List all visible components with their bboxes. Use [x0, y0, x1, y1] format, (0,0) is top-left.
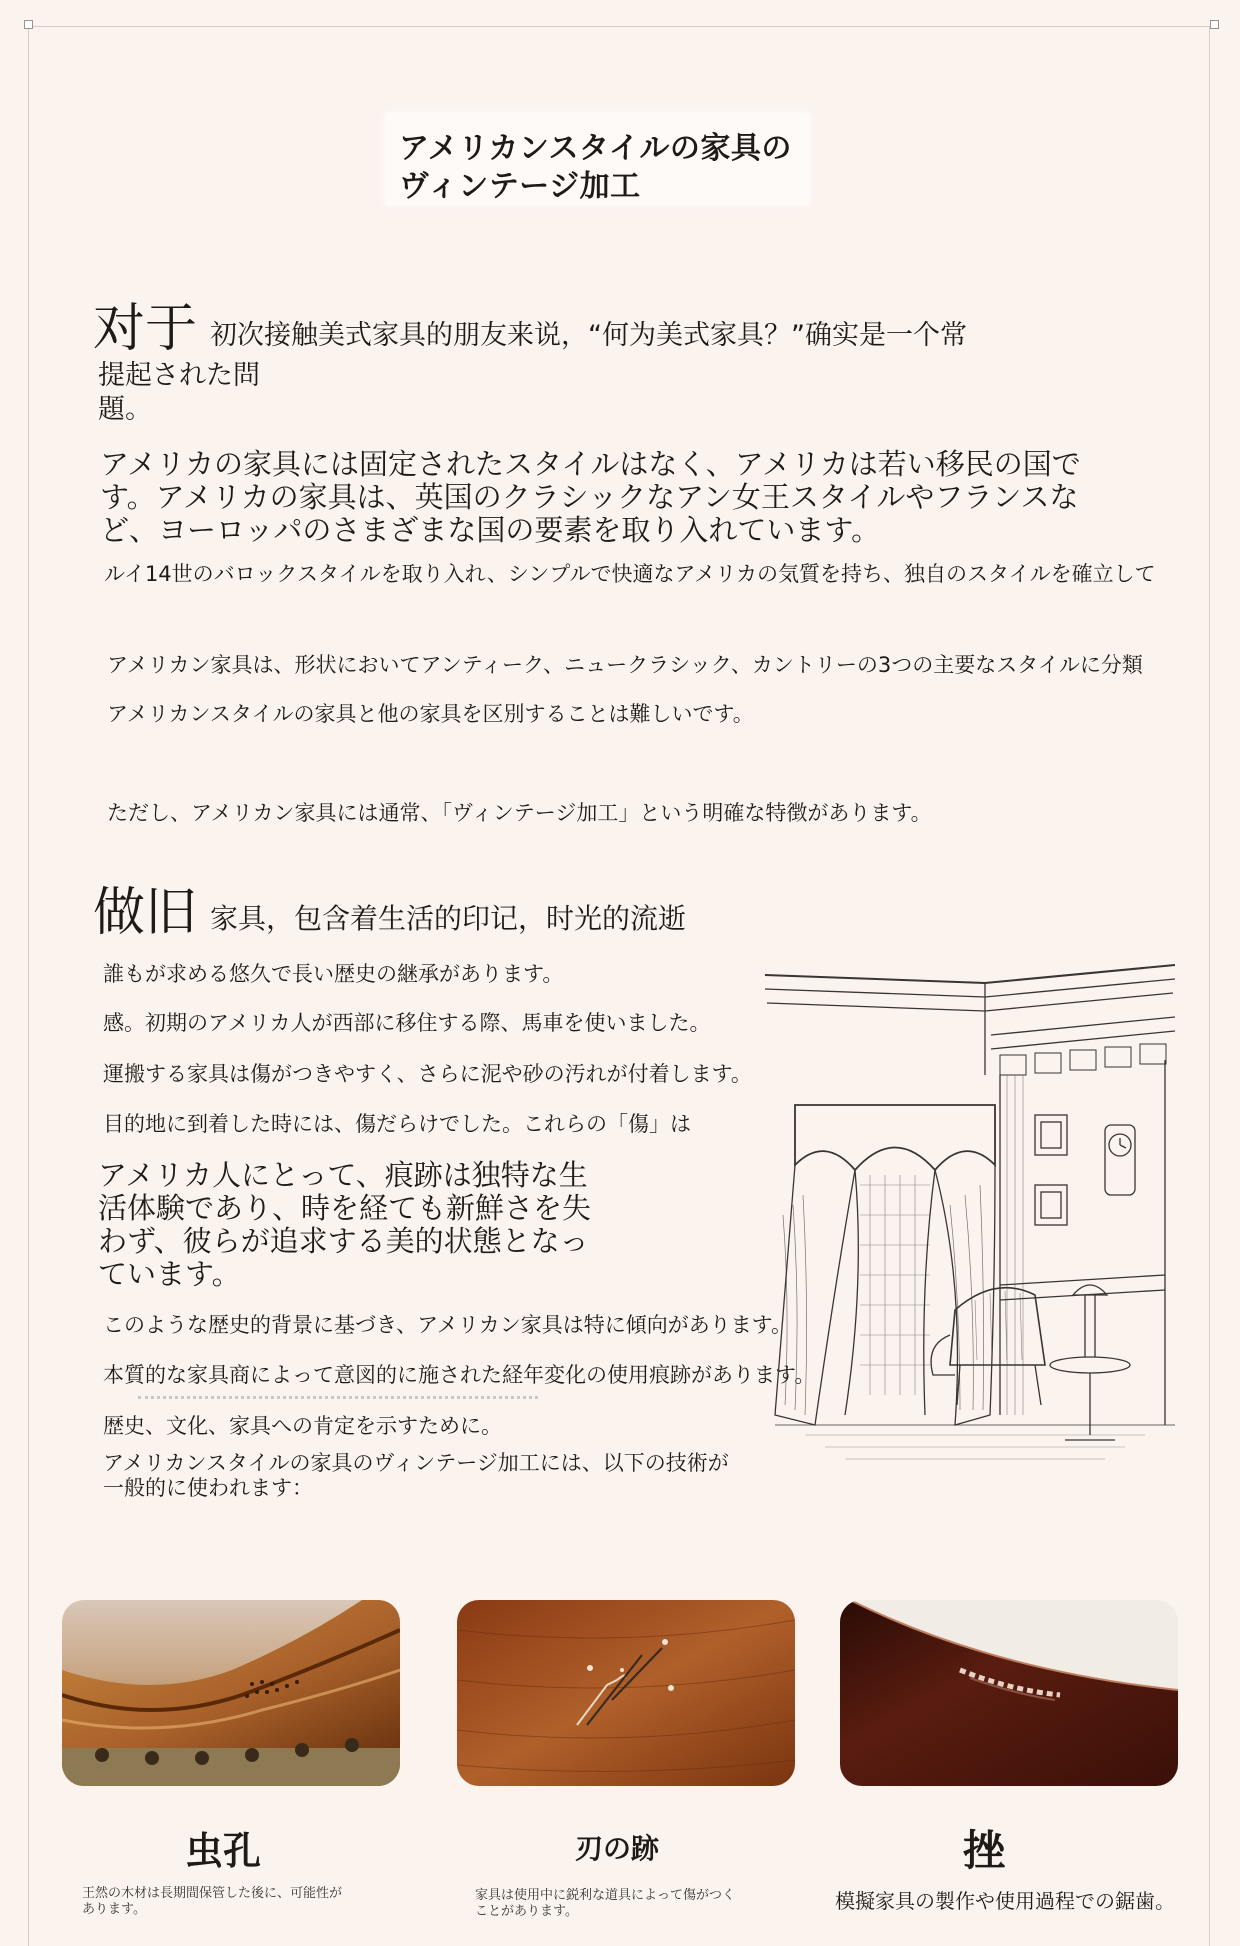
smudge-decoration: [138, 1396, 538, 1407]
frame-corner-handle: [1210, 20, 1219, 29]
technique-caption: 王然の木材は長期間保管した後に、可能性が: [82, 1886, 343, 1901]
section2-line: 誰もが求める悠久で長い歴史の継承があります。: [103, 962, 564, 986]
section1-paragraph: アメリカンスタイルの家具と他の家具を区別することは難しいです。: [107, 702, 754, 726]
techniques-intro-line: アメリカンスタイルの家具のヴィンテージ加工には、以下の技術が: [103, 1451, 729, 1475]
technique-label: 挫: [963, 1826, 1006, 1875]
section1-paragraph: ただし、アメリカン家具には通常、「ヴィンテージ加工」という明確な特徴があります。: [107, 801, 932, 825]
section1-big-char: 对于: [93, 299, 198, 359]
title-box: [385, 113, 810, 205]
section2-large-line: アメリカ人にとって、痕跡は独特な生: [98, 1158, 588, 1192]
page-title-line2: ヴィンテージ加工: [399, 169, 641, 204]
section2-line: 運搬する家具は傷がつきやすく、さらに泥や砂の汚れが付着します。: [103, 1062, 752, 1086]
section2-line: 目的地に到着した時には、傷だらけでした。これらの「傷」は: [103, 1112, 691, 1136]
technique-label: 刃の跡: [575, 1832, 660, 1865]
section2-large-line: ています。: [98, 1257, 241, 1291]
section1-lead-line3: 題。: [98, 394, 152, 425]
section2-line: 感。初期のアメリカ人が西部に移住する際、馬車を使いました。: [103, 1011, 711, 1035]
section2-line: 本質的な家具商によって意図的に施された経年変化の使用痕跡があります。: [103, 1363, 816, 1387]
section1-lead-line2: 提起された問: [98, 360, 260, 391]
dented-edge-wood-photo: [840, 1600, 1178, 1786]
technique-caption: あります。: [82, 1902, 146, 1917]
section1-paragraph: アメリカン家具は、形状においてアンティーク、ニュークラシック、カントリーの3つの主要なスタイルに分類: [107, 653, 1143, 677]
section2-big-char: 做旧: [93, 883, 198, 943]
frame-corner-handle: [24, 20, 33, 29]
section2-heading: 家具，包含着生活的印记，时光的流逝: [210, 902, 687, 935]
section1-paragraph: ルイ14世のバロックスタイルを取り入れ、シンプルで快適なアメリカの気質を持ち、独自のスタイルを確立して: [104, 562, 1156, 586]
technique-caption: ことがあります。: [475, 1904, 578, 1919]
wormhole-wood-photo: [62, 1600, 400, 1786]
technique-caption: 模擬家具の製作や使用過程での鋸歯。: [835, 1889, 1175, 1913]
section2-line: 歴史、文化、家具への肯定を示すために。: [103, 1414, 502, 1438]
section2-large-line: わず、彼らが追求する美的状態となっ: [98, 1224, 589, 1258]
section2-large-line: 活体験であり、時を経ても新鮮さを失: [98, 1191, 592, 1225]
section1-large-line: アメリカの家具には固定されたスタイルはなく、アメリカは若い移民の国で: [100, 447, 1081, 481]
section2-line: このような歴史的背景に基づき、アメリカン家具は特に傾向があります。: [103, 1313, 793, 1337]
section1-large-line: す。アメリカの家具は、英国のクラシックなアン女王スタイルやフランスな: [100, 480, 1079, 514]
room-sketch-illustration: [745, 955, 1195, 1485]
section1-lead: 初次接触美式家具的朋友来说，“何为美式家具？”确实是一个常: [210, 320, 967, 351]
page-title-line1: アメリカンスタイルの家具の: [399, 131, 792, 166]
technique-label: 虫孔: [185, 1829, 262, 1873]
techniques-intro-line: 一般的に使われます：: [103, 1476, 313, 1500]
technique-caption: 家具は使用中に鋭利な道具によって傷がつく: [475, 1888, 736, 1903]
section1-large-line: ど、ヨーロッパのさまざまな国の要素を取り入れています。: [100, 513, 881, 547]
blade-scratch-wood-photo: [457, 1600, 795, 1786]
